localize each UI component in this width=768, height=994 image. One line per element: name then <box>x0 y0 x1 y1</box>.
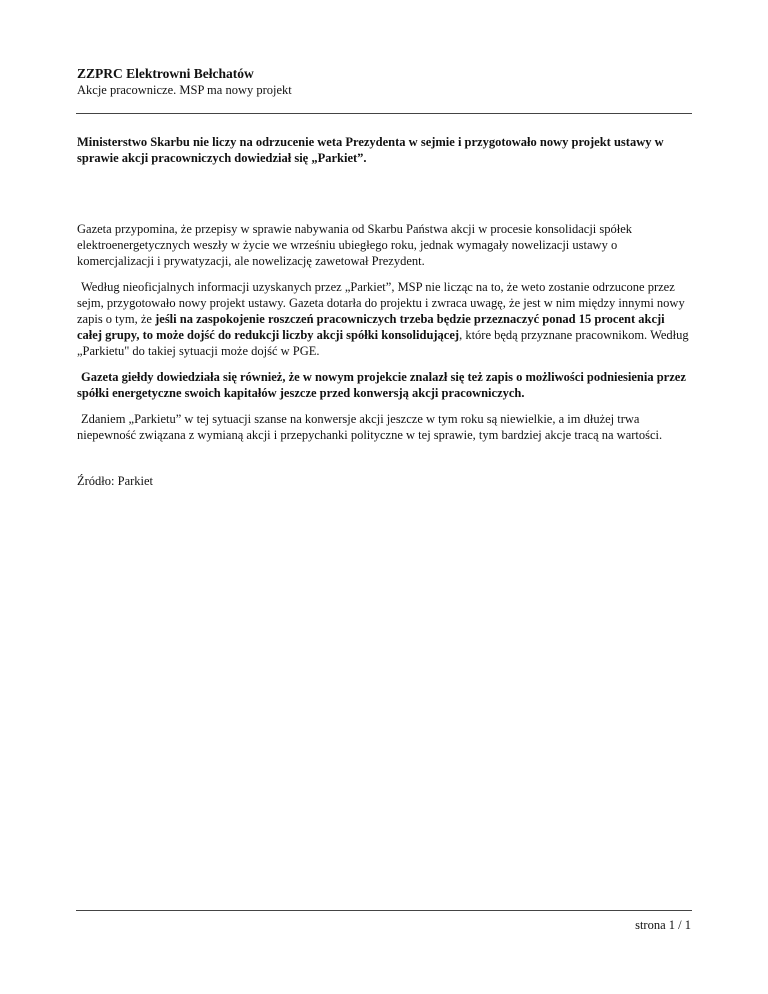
page-number: strona 1 / 1 <box>635 918 691 932</box>
paragraph-2 <box>77 279 692 359</box>
article-title: Akcje pracownicze. MSP ma nowy projekt <box>77 83 292 97</box>
article-lead: Ministerstwo Skarbu nie liczy na odrzucenie weta Prezydenta w sejmie i przygotowało nowy projekt ustawy w sprawie akcji pracowniczych dowiedział się „Parkiet”. <box>77 135 664 165</box>
paragraph-2-text-start: Według nieoficjalnych informacji uzyskanych przez „Parkiet”, MSP nie licząc na to, że weto zostanie odrzucone przez sejm, przygotowało nowy projekt ustawy. Gazeta dotarła do projektu i zwraca uwagę, że jest w nim między innymi nowy zapis o tym, że <box>77 280 685 326</box>
header-divider <box>76 113 692 114</box>
paragraph-1: Gazeta przypomina, że przepisy w sprawie nabywania od Skarbu Państwa akcji w procesie konsolidacji spółek elektroenergetycznych weszły w życie we wrześniu ubiegłego roku, jednak wymagały nowelizacji ustawy o komercjalizacji i prywatyzacji, ale nowelizację zawetował Prezydent. <box>77 222 633 268</box>
footer-divider <box>76 910 692 911</box>
source-line: Źródło: Parkiet <box>77 474 154 488</box>
paragraph-2-text-end: , które będą przyznane pracownikom. Według „Parkietu" do takiej sytuacji może dojść w PGE. <box>77 328 689 358</box>
article-body <box>77 134 692 499</box>
site-title: ZZPRC Elektrowni Bełchatów <box>77 66 254 81</box>
paragraph-2-bold-text: jeśli na zaspokojenie roszczeń pracowniczych trzeba będzie przeznaczyć ponad 15 procent akcji całej grupy, to może dojść do redukcji liczby akcji spółki konsolidującej <box>77 312 665 342</box>
paragraph-3: Gazeta giełdy dowiedziała się również, że w nowym projekcie znalazł się też zapis o możliwości podniesienia przez spółki energetyczne swoich kapitałów jeszcze przed konwersją akcji pracowniczych. <box>77 370 686 400</box>
paragraph-4: Zdaniem „Parkietu” w tej sytuacji szanse na konwersje akcji jeszcze w tym roku są niewielkie, a im dłużej trwa niepewność związana z wymianą akcji i przepychanki polityczne w tej sprawie, tym bardziej akcje tracą na wartości. <box>77 412 663 442</box>
